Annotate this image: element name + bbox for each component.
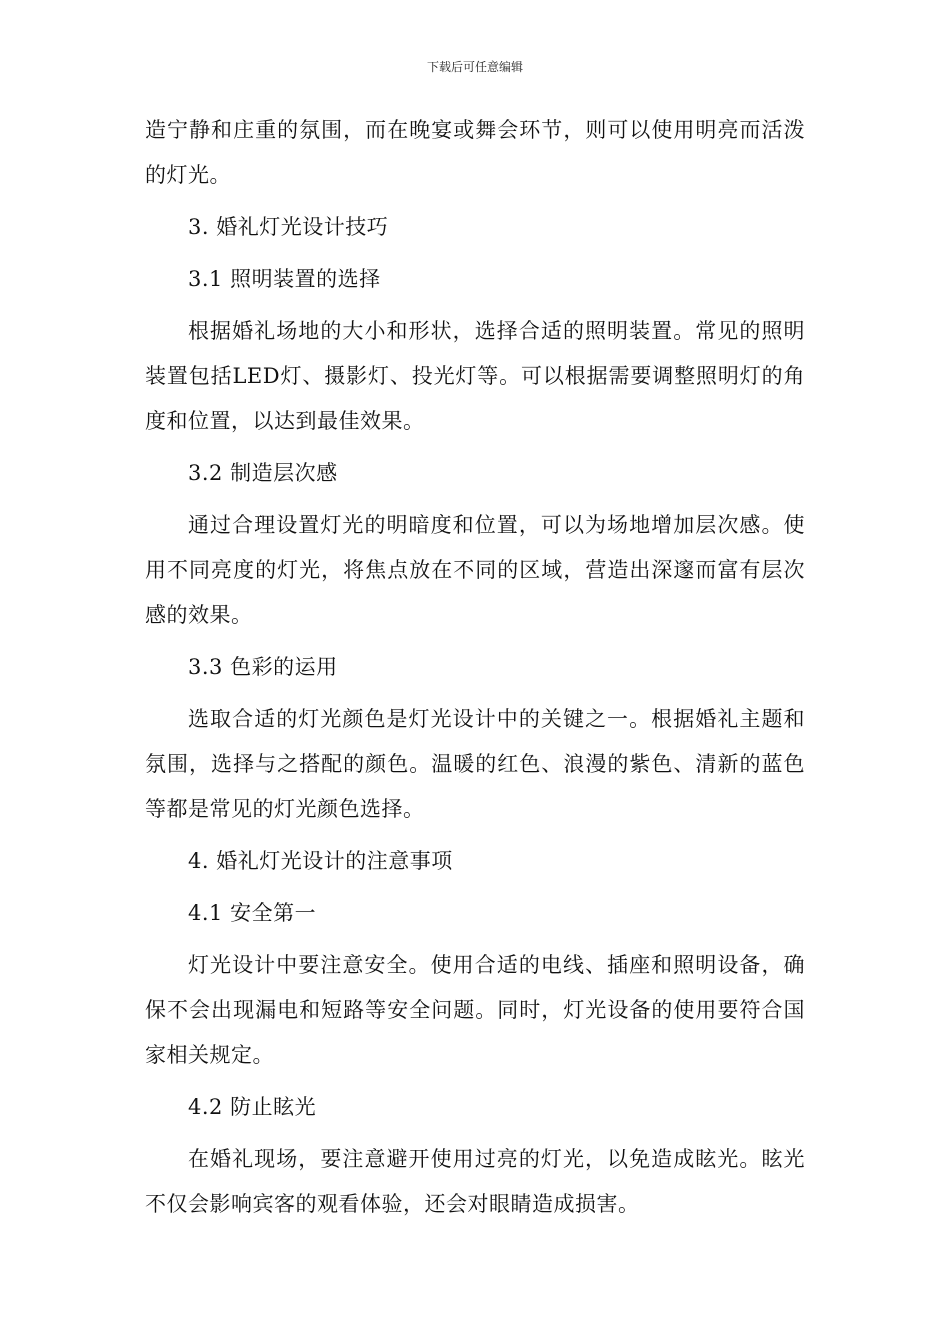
paragraph-safety: 灯光设计中要注意安全。使用合适的电线、插座和照明设备，确保不会出现漏电和短路等安全问题。同时，灯光设备的使用要符合国家相关规定。 [145,953,805,1067]
subsection-heading-3-1: 3.1 照明装置的选择 [188,267,381,291]
section-heading-3: 3. 婚礼灯光设计技巧 [188,215,389,239]
section-heading-4: 4. 婚礼灯光设计的注意事项 [188,849,453,873]
paragraph-continued: 造宁静和庄重的氛围，而在晚宴或舞会环节，则可以使用明亮而活泼的灯光。 [145,118,805,187]
subsection-heading-4-2: 4.2 防止眩光 [188,1095,317,1119]
document-body [145,108,805,1234]
subsection-heading-3-3: 3.3 色彩的运用 [188,655,338,679]
subsection-heading-3-2: 3.2 制造层次感 [188,461,338,485]
subsection-heading-4-1: 4.1 安全第一 [188,901,317,925]
paragraph-glare: 在婚礼现场，要注意避开使用过亮的灯光，以免造成眩光。眩光不仅会影响宾客的观看体验，还会对眼睛造成损害。 [145,1147,805,1216]
page-header: 下载后可任意编辑 [426,60,523,74]
paragraph-color-usage: 选取合适的灯光颜色是灯光设计中的关键之一。根据婚礼主题和氛围，选择与之搭配的颜色。温暖的红色、浪漫的紫色、清新的蓝色等都是常见的灯光颜色选择。 [145,707,805,821]
paragraph-lighting-fixtures: 根据婚礼场地的大小和形状，选择合适的照明装置。常见的照明装置包括LED灯、摄影灯、投光灯等。可以根据需要调整照明灯的角度和位置，以达到最佳效果。 [145,319,805,433]
paragraph-layering: 通过合理设置灯光的明暗度和位置，可以为场地增加层次感。使用不同亮度的灯光，将焦点放在不同的区域，营造出深邃而富有层次感的效果。 [145,513,805,627]
